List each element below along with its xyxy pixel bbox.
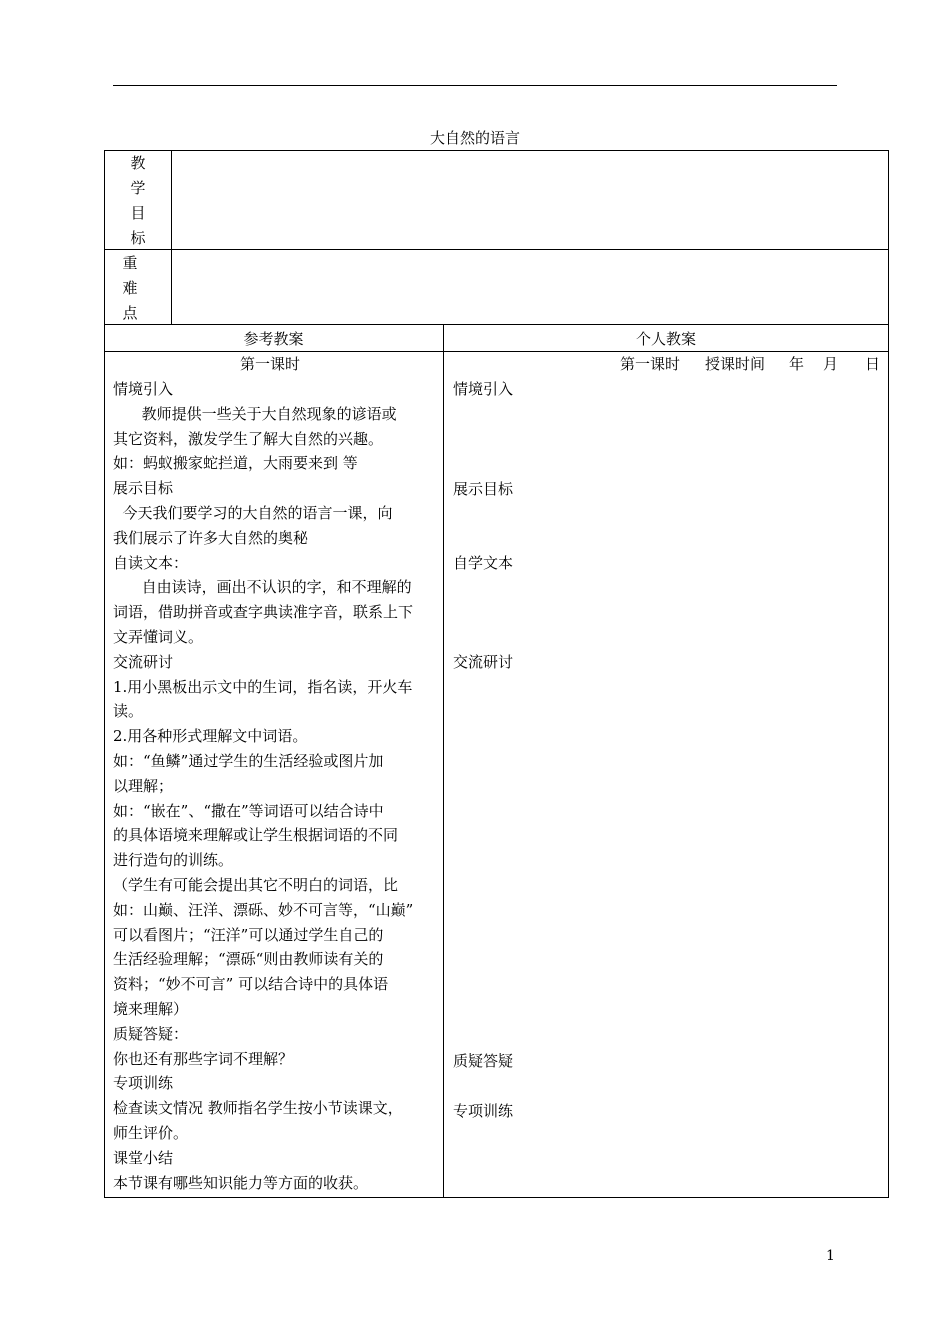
right-selfstudy: 自学文本	[453, 554, 514, 572]
row-divider-keypoints	[104, 324, 889, 325]
reference-plan-line: 的具体语境来理解或让学生根据词语的不同	[113, 826, 399, 845]
reference-plan-body	[113, 377, 439, 1195]
reference-plan-line: 词语，借助拼音或查字典读准字音，联系上下	[113, 603, 414, 622]
reference-plan-line: 我们展示了许多大自然的奥秘	[113, 528, 309, 547]
right-discuss: 交流研讨	[453, 653, 514, 671]
reference-plan-line: 1.用小黑板出示文中的生词，指名读，开火车	[113, 677, 413, 696]
row-divider-objectives	[104, 249, 889, 250]
year-label: 年	[789, 355, 805, 373]
reference-plan-line: 专项训练	[113, 1074, 174, 1093]
reference-plan-line: （学生有可能会提出其它不明白的词语，比	[113, 875, 399, 894]
center-column-divider	[443, 324, 444, 1198]
right-intro: 情境引入	[453, 380, 514, 398]
teaching-time-label: 授课时间	[705, 355, 766, 373]
reference-plan-line: 如：山巅、汪洋、漂砾、妙不可言等，“山巅”	[113, 900, 414, 919]
reference-plan-line: 本节课有哪些知识能力等方面的收获。	[113, 1173, 369, 1192]
reference-plan-line: 如：蚂蚁搬家蛇拦道，大雨要来到 等	[113, 454, 358, 473]
right-goals: 展示目标	[453, 480, 514, 498]
objectives-label: 教 学 目 标	[130, 154, 146, 247]
reference-plan-line: 资料；“妙不可言” 可以结合诗中的具体语	[113, 975, 389, 994]
reference-plan-line: 2.用各种形式理解文中词语。	[113, 727, 308, 746]
personal-plan-header: 个人教案	[635, 330, 696, 348]
reference-plan-line: 课堂小结	[113, 1148, 174, 1167]
reference-plan-line: 教师提供一些关于大自然现象的谚语或	[113, 404, 397, 423]
right-period: 第一课时	[620, 355, 681, 373]
month-label: 月	[823, 355, 839, 373]
reference-plan-line: 今天我们要学习的大自然的语言一课，向	[113, 503, 393, 522]
reference-plan-line: 文弄懂词义。	[113, 627, 204, 646]
reference-plan-line: 师生评价。	[113, 1123, 189, 1142]
reference-plan-line: 自读文本：	[113, 553, 189, 572]
reference-plan-line: 读。	[113, 702, 144, 721]
header-rule	[113, 85, 837, 86]
reference-plan-line: 质疑答疑：	[113, 1024, 189, 1043]
reference-plan-header: 参考教案	[243, 330, 304, 348]
reference-plan-line: 境来理解）	[113, 999, 189, 1018]
right-practice: 专项训练	[453, 1102, 514, 1120]
reference-plan-line: 交流研讨	[113, 652, 174, 671]
reference-plan-line: 自由读诗，画出不认识的字，和不理解的	[113, 578, 412, 597]
reference-plan-line: 生活经验理解；“漂砾“则由教师读有关的	[113, 950, 384, 969]
row-divider-header	[104, 351, 889, 352]
reference-plan-line: 检查读文情况 教师指名学生按小节读课文，	[113, 1099, 403, 1118]
reference-plan-line: 可以看图片；“汪洋”可以通过学生自己的	[113, 925, 384, 944]
reference-plan-line: 如：“鱼鳞”通过学生的生活经验或图片加	[113, 751, 384, 770]
page-number: 1	[826, 1248, 835, 1264]
left-period: 第一课时	[240, 355, 301, 373]
keypoints-label: 重 难 点	[122, 254, 138, 322]
reference-plan-line: 进行造句的训练。	[113, 851, 234, 870]
label-column-divider	[171, 150, 172, 324]
reference-plan-line: 情境引入	[113, 380, 174, 398]
day-label: 日	[865, 355, 881, 373]
reference-plan-line: 展示目标	[113, 479, 174, 498]
reference-plan-line: 其它资料，激发学生了解大自然的兴趣。	[113, 429, 384, 448]
reference-plan-line: 你也还有那些字词不理解？	[113, 1049, 294, 1068]
reference-plan-line: 如：“嵌在”、“撒在”等词语可以结合诗中	[113, 801, 384, 820]
document-title: 大自然的语言	[429, 129, 520, 147]
reference-plan-line: 以理解；	[113, 776, 174, 795]
right-qa: 质疑答疑	[453, 1052, 514, 1070]
